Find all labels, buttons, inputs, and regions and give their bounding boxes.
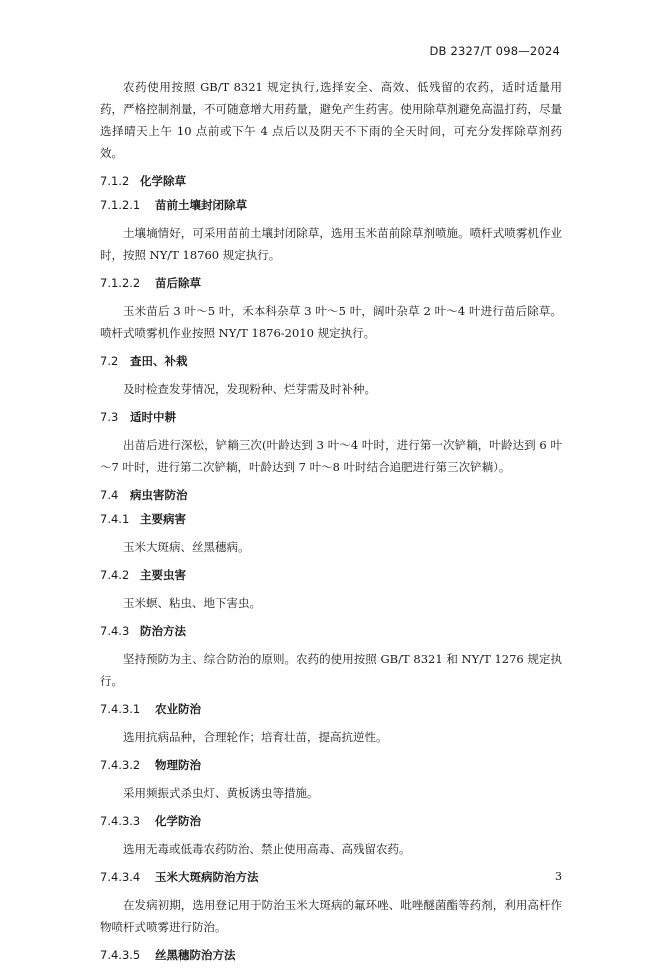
section-number: 7.3 (100, 410, 119, 424)
paragraph: 玉米苗后 3 叶～5 叶，禾本科杂草 3 叶～5 叶，阔叶杂草 2 叶～4 叶进行苗后除草。喷杆式喷雾机作业按照 NY/T 1876-2010 规定执行。 (100, 304, 562, 340)
document-code: DB 2327/T 098—2024 (429, 44, 560, 58)
section-number: 7.4.3 (100, 624, 130, 638)
section-heading (100, 870, 562, 884)
section-heading (100, 814, 562, 828)
paragraph: 土壤墒情好，可采用苗前土壤封闭除草，选用玉米苗前除草剂喷施。喷杆式喷雾机作业时，按照 NY/T 18760 规定执行。 (100, 226, 562, 262)
paragraph: 玉米大斑病、丝黑穗病。 (123, 540, 250, 554)
section-title: 主要病害 (140, 512, 186, 526)
section-title: 主要虫害 (140, 568, 186, 582)
section-title: 苗后除草 (155, 276, 201, 290)
section-heading (100, 488, 562, 502)
section-title: 苗前土壤封闭除草 (155, 198, 247, 212)
section-number: 7.2 (100, 354, 119, 368)
paragraph: 选用抗病品种，合理轮作；培育壮苗，提高抗逆性。 (123, 730, 388, 744)
section-heading (100, 354, 562, 368)
section-number: 7.4.3.4 (100, 870, 141, 884)
section-number: 7.4 (100, 488, 119, 502)
section-number: 7.4.2 (100, 568, 130, 582)
section-number: 7.4.3.2 (100, 758, 141, 772)
section-heading (100, 948, 562, 962)
section-title: 适时中耕 (130, 410, 176, 424)
paragraph: 农药使用按照 GB/T 8321 规定执行,选择安全、高效、低残留的农药，适时适量用药，严格控制剂量，不可随意增大用药量，避免产生药害。使用除草剂避免高温打药，尽量选择晴天上午 10 点前或下午 4 点后以及阴天不下雨的全天时间，可充分发挥除草剂药效。 (100, 80, 562, 160)
section-title: 查田、补栽 (130, 354, 188, 368)
section-heading (100, 512, 562, 526)
paragraph: 在发病初期，选用登记用于防治玉米大斑病的氟环唑、吡唑醚菌酯等药剂，利用高杆作物喷杆式喷雾进行防治。 (100, 898, 562, 934)
document-body (100, 76, 562, 972)
section-title: 物理防治 (155, 758, 201, 772)
section-heading (100, 568, 562, 582)
section-heading (100, 276, 562, 290)
section-heading (100, 758, 562, 772)
paragraph: 采用频振式杀虫灯、黄板诱虫等措施。 (123, 786, 319, 800)
paragraph: 选用无毒或低毒农药防治、禁止使用高毒、高残留农药。 (123, 842, 411, 856)
section-title: 丝黑穗防治方法 (155, 948, 236, 962)
section-number: 7.4.1 (100, 512, 130, 526)
section-title: 化学除草 (140, 174, 186, 188)
page-number: 3 (555, 870, 562, 883)
section-title: 化学防治 (155, 814, 201, 828)
paragraph: 及时检查发芽情况，发现粉种、烂芽需及时补种。 (123, 382, 376, 396)
section-number: 7.4.3.5 (100, 948, 141, 962)
section-number: 7.4.3.1 (100, 702, 141, 716)
paragraph: 玉米螟、粘虫、地下害虫。 (123, 596, 261, 610)
section-number: 7.4.3.3 (100, 814, 141, 828)
paragraph: 出苗后进行深松，铲耥三次(叶龄达到 3 叶～4 叶时，进行第一次铲耥，叶龄达到 6 叶～7 叶时，进行第二次铲耥，叶龄达到 7 叶～8 叶时结合追肥进行第三次铲耥）。 (100, 438, 562, 474)
section-title: 农业防治 (155, 702, 201, 716)
section-heading (100, 702, 562, 716)
section-heading (100, 198, 562, 212)
section-number: 7.1.2.1 (100, 198, 141, 212)
section-title: 病虫害防治 (130, 488, 188, 502)
section-title: 防治方法 (140, 624, 186, 638)
section-title: 玉米大斑病防治方法 (155, 870, 259, 884)
section-heading (100, 410, 562, 424)
section-heading (100, 174, 562, 188)
section-number: 7.1.2.2 (100, 276, 141, 290)
section-heading (100, 624, 562, 638)
paragraph: 坚持预防为主、综合防治的原则。农药的使用按照 GB/T 8321 和 NY/T 1276 规定执行。 (100, 652, 562, 688)
section-number: 7.1.2 (100, 174, 130, 188)
